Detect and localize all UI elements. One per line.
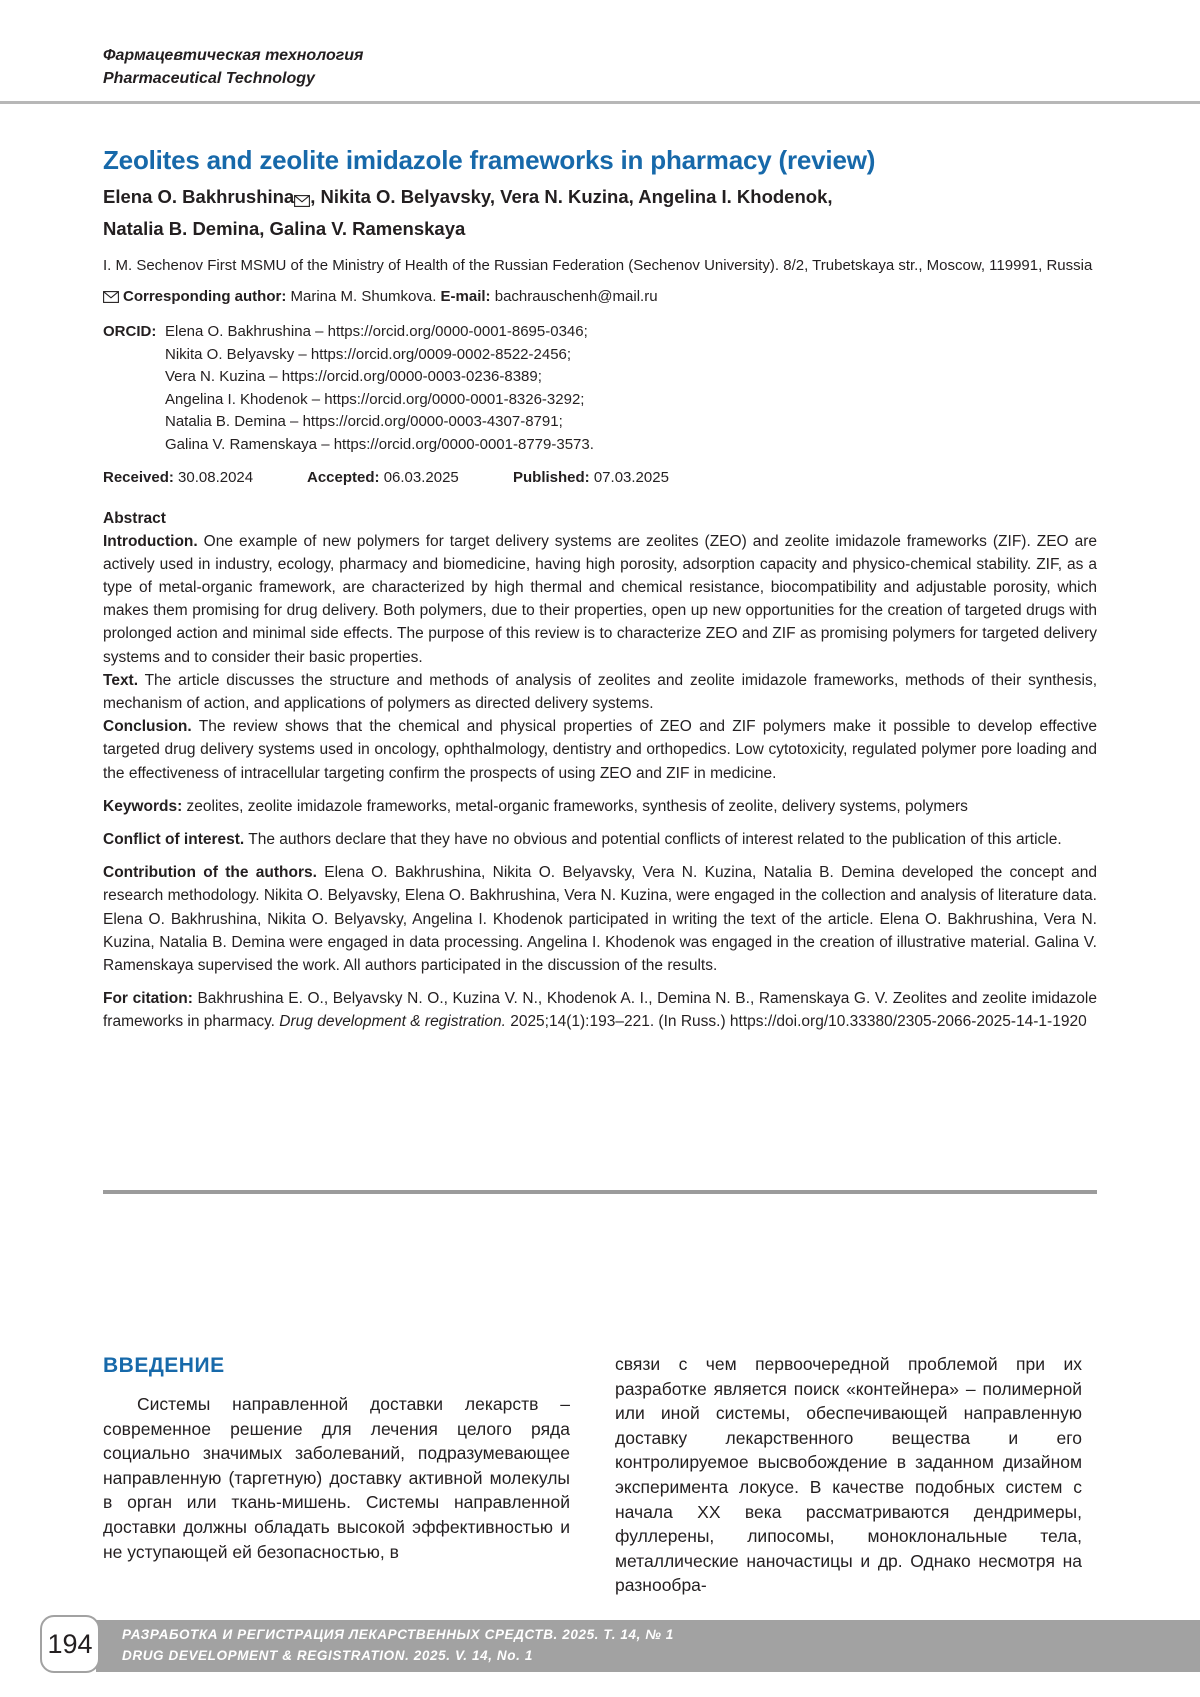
- author-contributions: [103, 861, 1097, 977]
- footer-journal-info: [122, 1624, 674, 1666]
- orcid-entry[interactable]: Vera N. Kuzina – https://orcid.org/0000-0003-0236-8389;: [165, 368, 542, 386]
- citation-journal: Drug development & registration.: [279, 1013, 506, 1031]
- orcid-entry[interactable]: Elena O. Bakhrushina – https://orcid.org/0000-0001-8695-0346;: [165, 323, 588, 340]
- abstract-introduction: [103, 530, 1097, 669]
- header-divider: [0, 101, 1200, 104]
- corr-label: Corresponding author:: [123, 288, 287, 305]
- citation-doi[interactable]: 2025;14(1):193–221. (In Russ.) https://doi.org/10.33380/2305-2066-2025-14-1-1920: [505, 1013, 1087, 1031]
- citation-label: For citation:: [103, 990, 193, 1008]
- email-address[interactable]: bachrauschenh@mail.ru: [490, 288, 658, 305]
- accepted-value: 06.03.2025: [379, 468, 459, 486]
- text-label: Text.: [103, 671, 139, 689]
- abstract-text: [103, 669, 1097, 715]
- email-label: E-mail:: [440, 288, 491, 305]
- orcid-entry[interactable]: Nikita O. Belyavsky – https://orcid.org/0009-0002-8522-2456;: [165, 345, 572, 363]
- keywords-text: zeolites, zeolite imidazole frameworks, metal-organic frameworks, synthesis of zeolite, delivery systems, polymers: [182, 797, 968, 815]
- accepted-date: [307, 467, 513, 489]
- orcid-list: [165, 321, 594, 457]
- publication-dates: [103, 467, 1097, 489]
- conclusion-text: The review shows that the chemical and physical properties of ZEO and ZIF polymers make it possible to develop effective targeted drug delivery systems used in oncology, ophthalmology, dentistry and orthopedics. Low cytotoxicity, regulated polymer pore loading and the effectiveness of intracellular targeting confirm the prospects of using ZEO and ZIF in medicine.: [103, 718, 1097, 782]
- intro-text: One example of new polymers for target delivery systems are zeolites (ZEO) and zeolite imidazole frameworks (ZIF). ZEO are actively used in industry, ecology, pharmacy and biomedicine, having high porosity, adsorption capacity and physico-chemical stability. ZIF, as a type of metal-organic framework, are characterized by high thermal and chemical resistance, biocompatibility and adjustable porosity, which makes them promising for drug delivery. Both polymers, due to their properties, open up new opportunities for the creation of targeted drugs with prolonged action and minimal side effects. The purpose of this review is to characterize ZEO and ZIF as promising polymers for targeted delivery systems and to consider their basic properties.: [103, 532, 1097, 666]
- envelope-icon: [103, 288, 119, 310]
- affiliation: I. M. Sechenov First MSMU of the Ministry of Health of the Russian Federation (Sechenov University). 8/2, Trubetskaya str., Moscow, 119991, Russia: [103, 257, 1093, 274]
- body-paragraph: Системы направленной доставки лекарств – современное решение для лечения целого ряда социально значимых заболеваний, подразумевающее направленную (таргетную) доставку активной молекулы в орган или ткань-мишень. Системы направленной доставки должны обладать высокой эффективностью и не уступающей ей безопасностью, в: [103, 1394, 570, 1562]
- contrib-label: Contribution of the authors.: [103, 864, 317, 882]
- conflict-label: Conflict of interest.: [103, 831, 245, 848]
- page-number: 194: [40, 1615, 100, 1673]
- intro-label: Introduction.: [103, 532, 198, 550]
- author-first: Elena O. Bakhrushina: [103, 186, 295, 207]
- received-date: [103, 467, 307, 489]
- authors-rest: , Nikita O. Belyavsky, Vera N. Kuzina, Angelina I. Khodenok,: [310, 186, 833, 207]
- conflict-of-interest: [103, 828, 1097, 851]
- body-column-left: [103, 1352, 570, 1564]
- published-label: Published:: [513, 468, 590, 486]
- article-front-matter: [103, 143, 1097, 1034]
- abstract-conclusion: [103, 715, 1097, 785]
- conclusion-label: Conclusion.: [103, 718, 192, 736]
- footer-line-en: DRUG DEVELOPMENT & REGISTRATION. 2025. V. 14, No. 1: [122, 1648, 533, 1663]
- corr-name: Marina M. Shumkova.: [286, 288, 441, 305]
- abstract-heading: Abstract: [103, 509, 166, 527]
- body-paragraph-continued: связи с чем первоочередной проблемой при их разработке является поиск «контейнера» – полимерной или иной системы, обеспечивающей направленную доставку лекарственного вещества и его контролируемое высвобождение в заданном дизайном эксперимента локусе. В качестве подобных систем с начала XX века рассматриваются дендримеры, фуллерены, липосомы, моноклональные тела, металлические наночастицы и др. Однако несмотря на разнообра-: [615, 1354, 1082, 1596]
- citation: [103, 987, 1097, 1033]
- received-label: Received:: [103, 468, 174, 486]
- header-line-ru: Фармацевтическая технология: [103, 47, 364, 64]
- authors-line-2: Natalia B. Demina, Galina V. Ramenskaya: [103, 218, 466, 239]
- keywords: [103, 795, 1097, 818]
- conflict-text: The authors declare that they have no obvious and potential conflicts of interest related to the publication of this article.: [244, 831, 1062, 848]
- published-date: [513, 467, 669, 489]
- citation-authors: Bakhrushina E. O., Belyavsky N. O., Kuzina V. N., Khodenok A. I., Demina N. B., Ramenskaya G. V. Zeolites and zeolite imidazole frameworks in pharmacy.: [103, 990, 1097, 1031]
- section-heading-introduction: ВВЕДЕНИЕ: [103, 1354, 225, 1377]
- keywords-label: Keywords:: [103, 797, 183, 815]
- footer-line-ru: РАЗРАБОТКА И РЕГИСТРАЦИЯ ЛЕКАРСТВЕННЫХ СРЕДСТВ. 2025. Т. 14, № 1: [122, 1627, 674, 1642]
- body-column-right: [615, 1352, 1082, 1598]
- running-header: [103, 44, 363, 90]
- received-value: 30.08.2024: [173, 468, 254, 486]
- text-body: The article discusses the structure and methods of analysis of zeolites and zeolite imidazole frameworks, methods of their synthesis, mechanism of action, and applications of polymers as directed delivery systems.: [103, 671, 1097, 712]
- header-line-en: Pharmaceutical Technology: [103, 70, 315, 87]
- contrib-text: Elena O. Bakhrushina, Nikita O. Belyavsky, Vera N. Kuzina, Natalia B. Demina developed the concept and research methodology. Nikita O. Belyavsky, Elena O. Bakhrushina, Vera N. Kuzina, were engaged in the collection and analysis of literature data. Elena O. Bakhrushina, Nikita O. Belyavsky, Angelina I. Khodenok participated in writing the text of the article. Elena O. Bakhrushina, Vera N. Kuzina, Natalia B. Demina were engaged in data processing. Angelina I. Khodenok was engaged in the creation of illustrative material. Galina V. Ramenskaya supervised the work. All authors participated in the discussion of the results.: [103, 864, 1097, 975]
- accepted-label: Accepted:: [307, 468, 380, 486]
- orcid-entry[interactable]: Angelina I. Khodenok – https://orcid.org/0000-0001-8326-3292;: [165, 390, 585, 408]
- published-value: 07.03.2025: [589, 468, 669, 486]
- article-title: Zeolites and zeolite imidazole frameworks in pharmacy (review): [103, 145, 876, 175]
- orcid-block: [103, 321, 1097, 457]
- orcid-entry[interactable]: Natalia B. Demina – https://orcid.org/0000-0003-4307-8791;: [165, 413, 563, 431]
- front-matter-divider: [103, 1190, 1097, 1194]
- orcid-entry[interactable]: Galina V. Ramenskaya – https://orcid.org/0000-0001-8779-3573.: [165, 435, 594, 453]
- envelope-icon: [294, 187, 310, 215]
- author-list: [103, 183, 1097, 243]
- orcid-label: ORCID:: [103, 323, 157, 340]
- corresponding-author: [103, 286, 1097, 310]
